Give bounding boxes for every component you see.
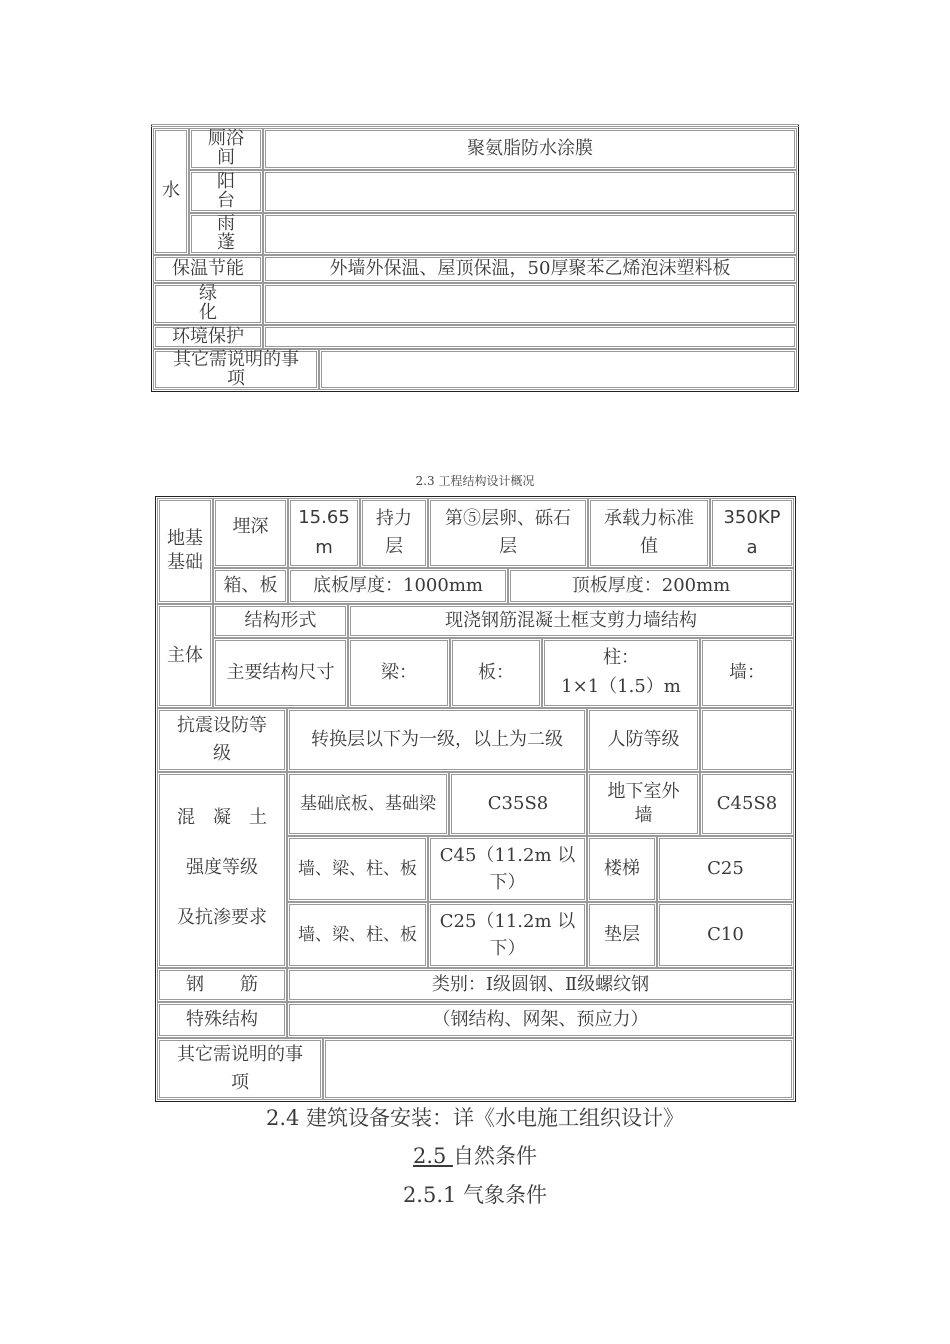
seismic-value: 转换层以下为一级，以上为二级 — [287, 708, 587, 772]
civil-defense-label: 人防等级 — [587, 708, 700, 772]
other-label-2: 其它需说明的事 项 — [157, 1038, 323, 1100]
rebar-label: 钢 筋 — [157, 968, 287, 1002]
balcony-value — [263, 170, 797, 213]
main-label: 主体 — [157, 604, 213, 708]
structure-form-value: 现浇钢筋混凝土框支剪力墙结构 — [348, 604, 794, 638]
bathroom-value: 聚氨脂防水涂膜 — [263, 128, 797, 170]
heading-2-4: 2.4 建筑设备安装：详《水电施工组织设计》 — [265, 1106, 685, 1130]
concrete-group-label — [157, 772, 287, 968]
bearing-layer-label: 持力 层 — [360, 498, 428, 568]
table-caption: 2.3 工程结构设计概况 — [415, 474, 535, 488]
concrete-label-line1: 混 凝 土 — [177, 806, 267, 828]
wall-label: 墙： — [700, 638, 794, 708]
foundation-beam-value: C35S8 — [449, 772, 587, 836]
column-label: 柱： 1×1（1.5）m — [542, 638, 700, 708]
insulation-label: 保温节能 — [153, 255, 263, 283]
beam-label: 梁： — [348, 638, 450, 708]
bottom-thickness: 底板厚度：1000mm — [288, 568, 508, 604]
cushion-label: 垫层 — [587, 902, 657, 968]
box-label: 箱、板 — [213, 568, 288, 604]
foundation-label: 地基 基础 — [157, 498, 213, 604]
wbcs-value-2: C25（11.2m 以 下） — [428, 902, 587, 968]
wbcs-value-1: C45（11.2m 以 下） — [428, 836, 587, 902]
special-structure-value: （钢结构、网架、预应力） — [287, 1002, 794, 1038]
insulation-value: 外墙外保温、屋顶保温，50厚聚苯乙烯泡沫塑料板 — [263, 255, 797, 283]
balcony-label: 阳 台 — [189, 170, 263, 213]
green-value — [263, 283, 797, 325]
other-value-2 — [323, 1038, 794, 1100]
heading-2-5-1: 2.5.1 气象条件 — [402, 1183, 548, 1207]
structure-form-label: 结构形式 — [213, 604, 348, 638]
bearing-capacity-label: 承载力标准 值 — [588, 498, 710, 568]
other-label-1: 其它需说明的事 项 — [153, 349, 319, 390]
heading-2-5 — [0, 1140, 950, 1170]
rebar-value: 类别：Ⅰ级圆钢、Ⅱ级螺纹钢 — [287, 968, 794, 1002]
civil-defense-value — [700, 708, 794, 772]
bearing-capacity-value: 350KP a — [710, 498, 794, 568]
stairs-label: 楼梯 — [587, 836, 657, 902]
bearing-layer-value: 第⑤层卵、砾石 层 — [428, 498, 588, 568]
other-value-1 — [319, 349, 797, 390]
canopy-value — [263, 213, 797, 255]
concrete-label-line3: 及抗渗要求 — [177, 906, 267, 928]
wbcs-label-1: 墙、梁、柱、板 — [287, 836, 428, 902]
slab-label: 板： — [450, 638, 542, 708]
depth-value: 15.65 m — [288, 498, 360, 568]
depth-label: 埋深 — [213, 498, 288, 568]
environment-label: 环境保护 — [153, 325, 263, 349]
top-thickness: 顶板厚度：200mm — [508, 568, 794, 604]
wbcs-label-2: 墙、梁、柱、板 — [287, 902, 428, 968]
special-structure-label: 特殊结构 — [157, 1002, 287, 1038]
bathroom-label: 厕浴 间 — [189, 128, 263, 170]
foundation-beam-label: 基础底板、基础梁 — [287, 772, 449, 836]
main-size-label: 主要结构尺寸 — [213, 638, 348, 708]
environment-value — [263, 325, 797, 349]
green-label: 绿 化 — [153, 283, 263, 325]
stairs-value: C25 — [657, 836, 794, 902]
concrete-label-line2: 强度等级 — [186, 856, 258, 878]
cushion-value: C10 — [657, 902, 794, 968]
waterproof-group-label: 水 — [153, 128, 189, 255]
heading-2-5-text: 自然条件 — [453, 1144, 538, 1168]
seismic-label: 抗震设防等 级 — [157, 708, 287, 772]
canopy-label: 雨 蓬 — [189, 213, 263, 255]
basement-wall-label: 地下室外 墙 — [587, 772, 700, 836]
heading-2-5-number: 2.5 — [412, 1144, 454, 1168]
basement-wall-value: C45S8 — [700, 772, 794, 836]
